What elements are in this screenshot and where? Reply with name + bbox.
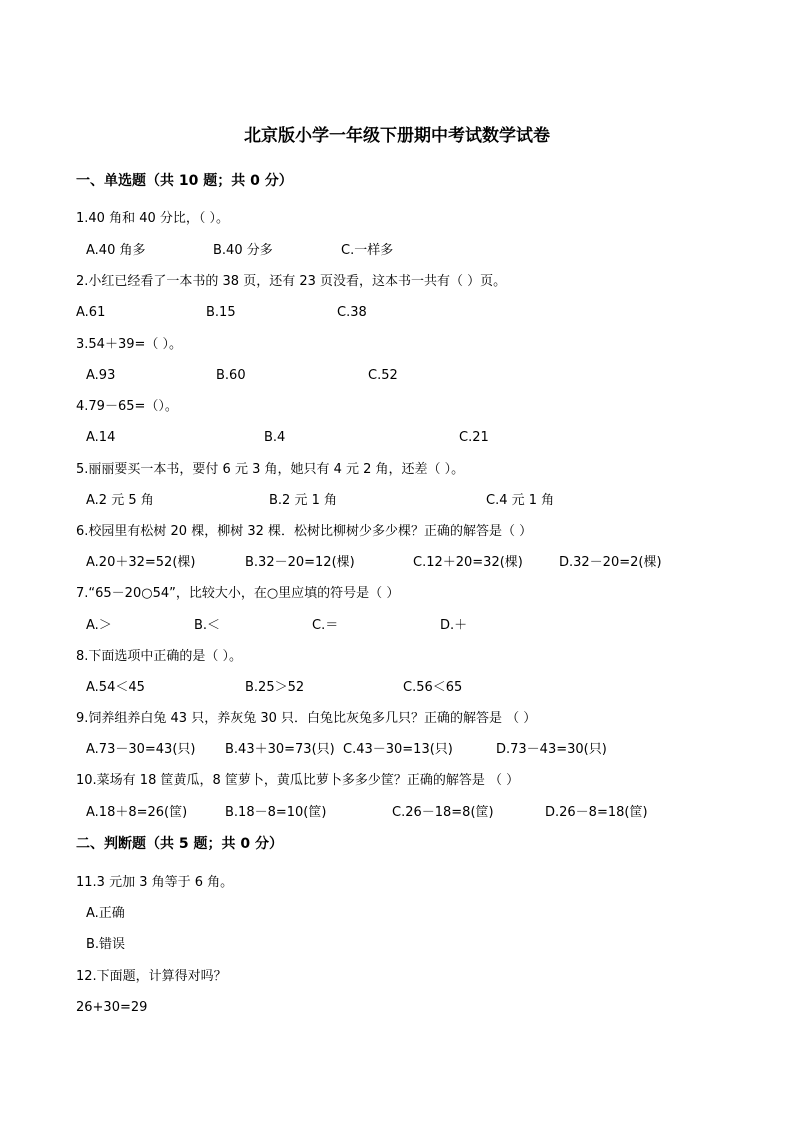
question-3-option-c[interactable]: C.52 — [368, 368, 398, 383]
question-9-option-a[interactable]: A.73－30=43(只) — [86, 742, 196, 757]
question-4-option-c[interactable]: C.21 — [459, 430, 489, 445]
question-1-option-c[interactable]: C.一样多 — [341, 243, 394, 258]
question-1-option-b[interactable]: B.40 分多 — [213, 243, 273, 258]
question-5-option-a[interactable]: A.2 元 5 角 — [86, 493, 154, 508]
question-4-option-b[interactable]: B.4 — [264, 430, 286, 445]
question-2: 2.小红已经看了一本书的 38 页，还有 23 页没看，这本书一共有（ ）页。 — [76, 274, 507, 289]
section-heading-true-false: 二、判断题（共 5 题；共 0 分） — [76, 836, 283, 852]
question-9-option-d[interactable]: D.73－43=30(只) — [496, 742, 607, 757]
question-2-option-b[interactable]: B.15 — [206, 305, 236, 320]
question-5-option-c[interactable]: C.4 元 1 角 — [486, 493, 555, 508]
question-5-option-b[interactable]: B.2 元 1 角 — [269, 493, 337, 508]
question-11-option-a[interactable]: A.正确 — [86, 906, 125, 921]
question-9: 9.饲养组养白兔 43 只，养灰兔 30 只．白兔比灰兔多几只？正确的解答是 （ ） — [76, 711, 537, 726]
question-1: 1.40 角和 40 分比，（ ）。 — [76, 211, 230, 226]
question-12: 12.下面题，计算得对吗？ — [76, 969, 227, 984]
question-3: 3.54＋39=（ ）。 — [76, 337, 183, 352]
question-2-option-a[interactable]: A.61 — [76, 305, 106, 320]
question-8-option-c[interactable]: C.56＜65 — [403, 680, 463, 695]
question-8: 8.下面选项中正确的是（ ）。 — [76, 649, 243, 664]
question-6-option-a[interactable]: A.20＋32=52(棵) — [86, 555, 196, 570]
question-8-option-b[interactable]: B.25＞52 — [245, 680, 305, 695]
question-10-option-c[interactable]: C.26－18=8(筐) — [392, 805, 494, 820]
question-1-option-a[interactable]: A.40 角多 — [86, 243, 146, 258]
question-8-option-a[interactable]: A.54＜45 — [86, 680, 145, 695]
question-6: 6.校园里有松树 20 棵，柳树 32 棵．松树比柳树少多少棵？正确的解答是（ ） — [76, 524, 533, 539]
question-7-option-d[interactable]: D.＋ — [440, 618, 468, 633]
question-7-option-a[interactable]: A.＞ — [86, 618, 112, 633]
question-6-option-b[interactable]: B.32－20=12(棵) — [245, 555, 355, 570]
question-2-option-c[interactable]: C.38 — [337, 305, 367, 320]
question-11-option-b[interactable]: B.错误 — [86, 937, 126, 952]
question-4: 4.79－65=（）。 — [76, 399, 178, 414]
question-11: 11.3 元加 3 角等于 6 角。 — [76, 875, 234, 890]
question-5: 5.丽丽要买一本书，要付 6 元 3 角，她只有 4 元 2 角，还差（ ）。 — [76, 462, 465, 477]
question-10-option-d[interactable]: D.26－8=18(筐) — [545, 805, 648, 820]
question-10: 10.菜场有 18 筐黄瓜，8 筐萝卜，黄瓜比萝卜多多少筐？正确的解答是 （ ） — [76, 773, 520, 788]
question-4-option-a[interactable]: A.14 — [86, 430, 116, 445]
question-3-option-a[interactable]: A.93 — [86, 368, 116, 383]
question-3-option-b[interactable]: B.60 — [216, 368, 246, 383]
page-title: 北京版小学一年级下册期中考试数学试卷 — [244, 126, 550, 146]
question-6-option-d[interactable]: D.32－20=2(棵) — [559, 555, 662, 570]
question-7-option-b[interactable]: B.＜ — [194, 618, 221, 633]
question-9-option-c[interactable]: C.43－30=13(只) — [343, 742, 453, 757]
question-9-option-b[interactable]: B.43＋30=73(只) — [225, 742, 335, 757]
question-7-option-c[interactable]: C.＝ — [312, 618, 339, 633]
question-7: 7.“65－20○54”，比较大小，在○里应填的符号是（ ） — [76, 586, 400, 601]
question-6-option-c[interactable]: C.12＋20=32(棵) — [413, 555, 523, 570]
question-12-expression: 26+30=29 — [76, 1000, 148, 1015]
question-10-option-b[interactable]: B.18－8=10(筐) — [225, 805, 327, 820]
question-10-option-a[interactable]: A.18＋8=26(筐) — [86, 805, 188, 820]
section-heading-single-choice: 一、单选题（共 10 题；共 0 分） — [76, 173, 293, 189]
